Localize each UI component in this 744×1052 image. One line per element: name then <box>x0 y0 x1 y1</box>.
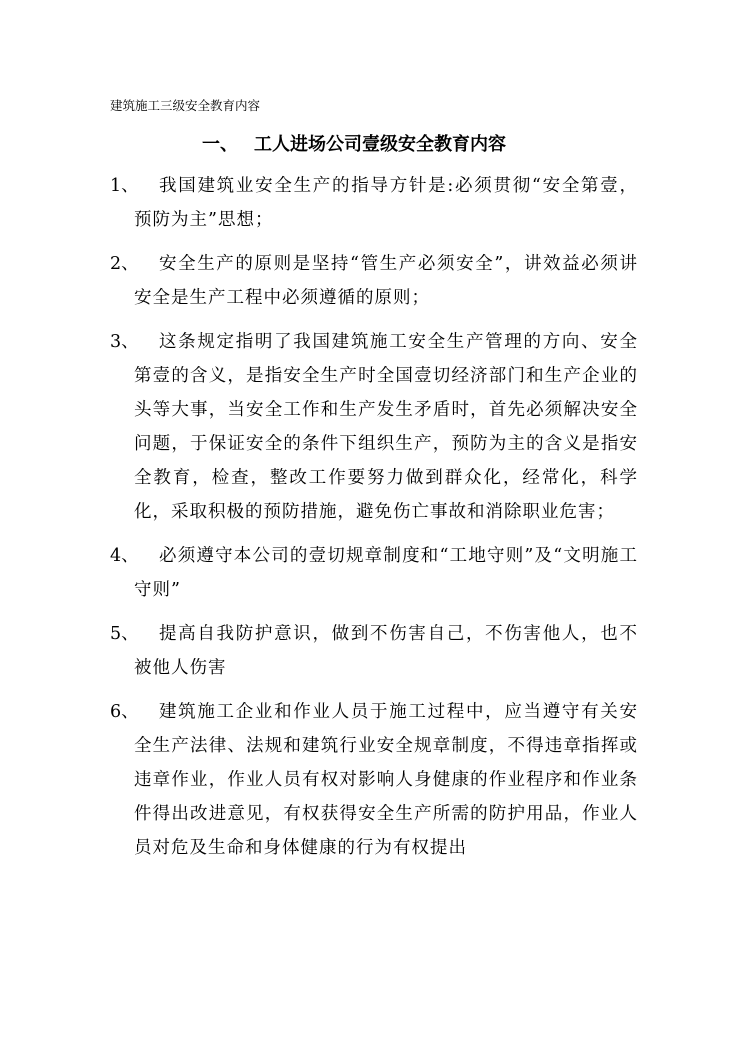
item-number: 2、 <box>110 254 139 274</box>
item-text: 建筑施工企业和作业人员于施工过程中，应当遵守有关安全生产法律、法规和建筑行业安全规章制度，不得违章指挥或违章作业，作业人员有权对影响人身健康的作业程序和作业条件得出改进意见，有权获得安全生产所需的防护用品，作业人员对危及生命和身体健康的行为有权提出 <box>134 702 638 858</box>
list-item <box>110 169 638 237</box>
item-text: 我国建筑业安全生产的指导方针是:必须贯彻“安全第壹，预防为主”思想； <box>134 176 638 230</box>
section-title-text: 工人进场公司壹级安全教育内容 <box>254 134 506 155</box>
item-number: 3、 <box>110 332 139 352</box>
item-number: 6、 <box>110 702 139 722</box>
item-number: 1、 <box>110 176 139 196</box>
list-item <box>110 247 638 315</box>
section-number: 一、 <box>202 134 238 155</box>
list-item <box>110 539 638 607</box>
list-item <box>110 695 638 865</box>
item-number: 4、 <box>110 546 139 566</box>
item-number: 5、 <box>110 624 139 644</box>
item-text: 提高自我防护意识，做到不伤害自己，不伤害他人，也不被他人伤害 <box>134 624 638 678</box>
item-text: 这条规定指明了我国建筑施工安全生产管理的方向、安全第壹的含义，是指安全生产时全国壹切经济部门和生产企业的头等大事，当安全工作和生产发生矛盾时，首先必须解决安全问题，于保证安全的条件下组织生产，预防为主的含义是指安全教育，检查，整改工作要努力做到群众化，经常化，科学化，采取积极的预防措施，避免伤亡事故和消除职业危害； <box>134 332 638 522</box>
item-text: 安全生产的原则是坚持“管生产必须安全”，讲效益必须讲安全是生产工程中必须遵循的原则； <box>134 254 638 308</box>
list-item <box>110 325 638 529</box>
item-list <box>110 169 638 875</box>
list-item <box>110 617 638 685</box>
item-text: 必须遵守本公司的壹切规章制度和“工地守则”及“文明施工守则” <box>134 546 638 600</box>
document-header: 建筑施工三级安全教育内容 <box>110 98 261 113</box>
section-title <box>202 132 506 158</box>
